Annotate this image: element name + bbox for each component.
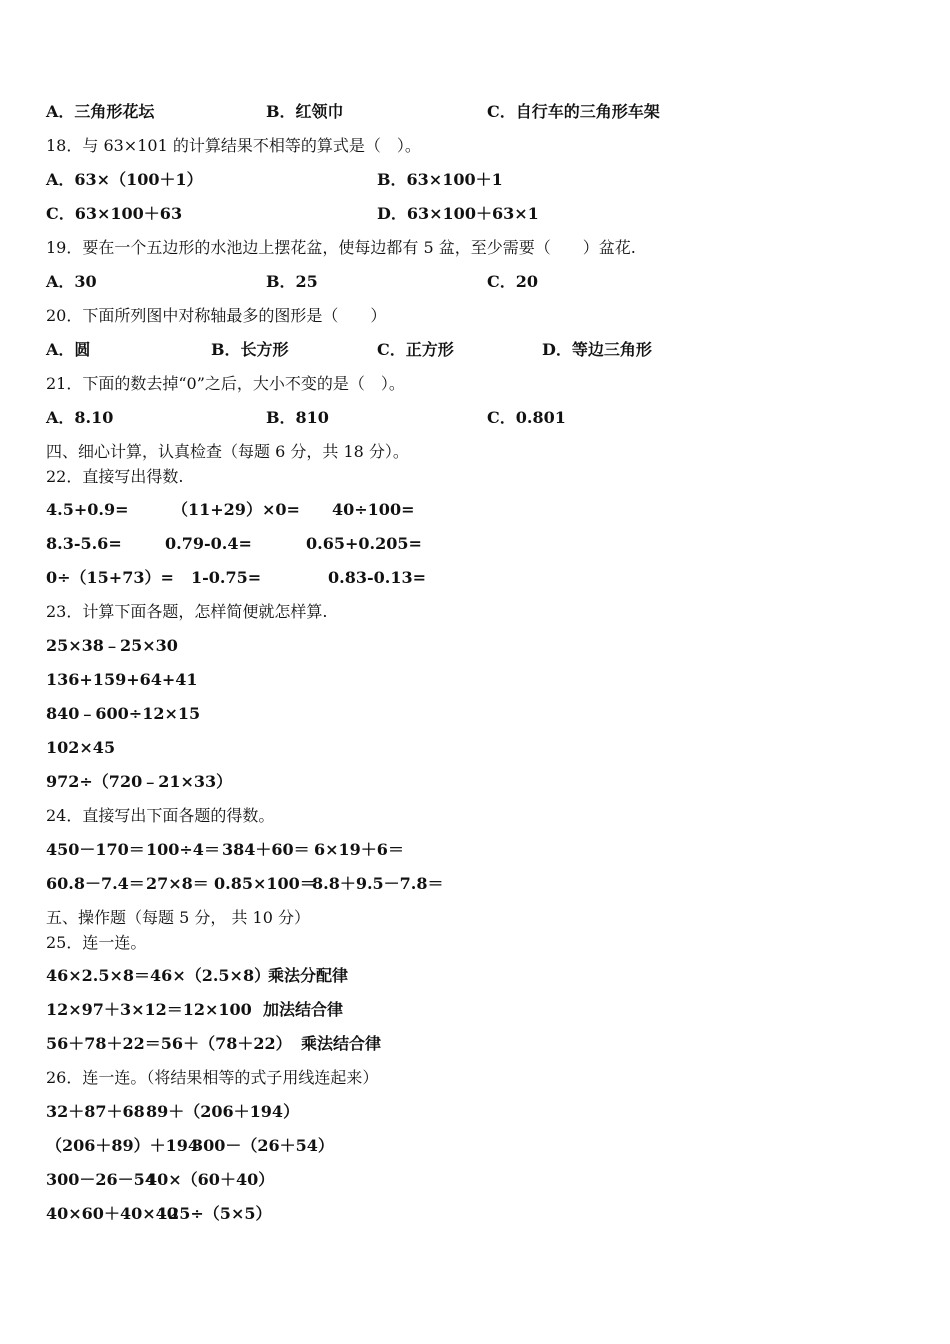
expression-right: 125÷（5×5） xyxy=(157,1204,272,1223)
law-label: 乘法结合律 xyxy=(301,1034,382,1053)
option-c: C．正方形 xyxy=(377,340,454,359)
law-label: 乘法分配律 xyxy=(268,966,349,985)
q23-item: 136+159+64+41 xyxy=(46,670,198,689)
option-a: A．三角形花坛 xyxy=(46,102,155,121)
option-a: A．30 xyxy=(46,272,97,291)
calc-item: 0.65+0.205= xyxy=(306,534,422,553)
calc-item: 100÷4＝ xyxy=(146,840,220,859)
option-c: C．20 xyxy=(487,272,539,291)
calc-item: 0÷（15+73）= xyxy=(46,568,174,587)
calc-item: 27×8＝ xyxy=(146,874,209,893)
expression-right: 89＋（206＋194） xyxy=(146,1102,300,1121)
q24-stem: 24．直接写出下面各题的得数。 xyxy=(46,806,275,825)
q21-stem: 21．下面的数去掉“0”之后，大小不变的是（ ）。 xyxy=(46,374,405,393)
expression-left: 32＋87＋68 xyxy=(46,1102,145,1121)
expression-left: 40×60＋40×40 xyxy=(46,1204,178,1223)
calc-item: 0.85×100＝ xyxy=(214,874,316,893)
option-b: B．红领巾 xyxy=(266,102,344,121)
option-c: C．63×100＋63 xyxy=(46,204,183,223)
calc-item: 8.8＋9.5－7.8＝ xyxy=(312,874,444,893)
section-4-heading: 四、细心计算，认真检查（每题 6 分，共 18 分）。 xyxy=(46,442,409,461)
law-label: 加法结合律 xyxy=(263,1000,344,1019)
option-a: A．63×（100＋1） xyxy=(46,170,203,189)
option-c: C．自行车的三角形车架 xyxy=(487,102,660,121)
equation: 56＋78＋22＝56＋（78＋22） xyxy=(46,1034,292,1053)
q23-item: 840﹣600÷12×15 xyxy=(46,704,201,723)
option-d: D．等边三角形 xyxy=(542,340,652,359)
q19-stem: 19．要在一个五边形的水池边上摆花盆，使每边都有 5 盆，至少需要（ ）盆花. xyxy=(46,238,636,257)
calc-item: 384＋60＝ xyxy=(222,840,310,859)
q23-stem: 23．计算下面各题，怎样简便就怎样算. xyxy=(46,602,328,621)
option-b: B．63×100＋1 xyxy=(377,170,503,189)
q18-stem: 18．与 63×101 的计算结果不相等的算式是（ ）。 xyxy=(46,136,421,155)
q20-stem: 20．下面所列图中对称轴最多的图形是（ ） xyxy=(46,306,387,325)
calc-item: 450－170＝ xyxy=(46,840,145,859)
expression-left: （206＋89）＋194 xyxy=(46,1136,200,1155)
option-c: C．0.801 xyxy=(487,408,566,427)
option-a: A．8.10 xyxy=(46,408,114,427)
option-b: B．25 xyxy=(266,272,318,291)
equation: 12×97＋3×12＝12×100 xyxy=(46,1000,252,1019)
calc-item: 4.5+0.9= xyxy=(46,500,129,519)
option-b: B．长方形 xyxy=(211,340,289,359)
calc-item: 0.79-0.4= xyxy=(165,534,252,553)
q26-stem: 26．连一连。（将结果相等的式子用线连起来） xyxy=(46,1068,379,1087)
calc-item: 8.3-5.6= xyxy=(46,534,122,553)
option-d: D．63×100＋63×1 xyxy=(377,204,539,223)
calc-item: 60.8－7.4＝ xyxy=(46,874,145,893)
option-a: A．圆 xyxy=(46,340,91,359)
calc-item: （11+29）×0= xyxy=(172,500,300,519)
q23-item: 102×45 xyxy=(46,738,116,757)
calc-item: 40÷100= xyxy=(332,500,415,519)
q22-stem: 22．直接写出得数. xyxy=(46,467,184,486)
expression-left: 300－26－54 xyxy=(46,1170,156,1189)
option-b: B．810 xyxy=(266,408,329,427)
q23-item: 25×38﹣25×30 xyxy=(46,636,178,655)
calc-item: 0.83-0.13= xyxy=(328,568,426,587)
expression-right: 300－（26＋54） xyxy=(192,1136,334,1155)
calc-item: 1-0.75= xyxy=(191,568,262,587)
section-5-heading: 五、操作题（每题 5 分， 共 10 分） xyxy=(46,908,310,927)
expression-right: 40×（60＋40） xyxy=(146,1170,275,1189)
calc-item: 6×19＋6＝ xyxy=(314,840,404,859)
q25-stem: 25．连一连。 xyxy=(46,933,147,952)
q23-item: 972÷（720﹣21×33） xyxy=(46,772,233,791)
equation: 46×2.5×8＝46×（2.5×8） xyxy=(46,966,271,985)
